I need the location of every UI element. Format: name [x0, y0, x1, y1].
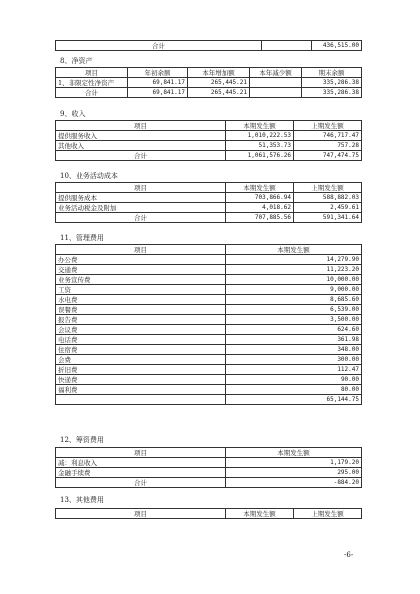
table-row: 金融手续费 295.00	[56, 468, 362, 478]
table-row: 快递费 90.00	[56, 375, 362, 385]
section-title-12: 12、筹资费用	[60, 436, 104, 444]
table-row: 业务活动税金及附加 4,018.62 2,459.61	[56, 203, 362, 213]
income-table	[55, 120, 362, 161]
table-row: 合计 69,841.17 265,445.21 335,286.38	[56, 88, 362, 98]
table-header-row: 项目 本期发生额 上期发生额	[56, 121, 362, 131]
admin-expense-table	[55, 244, 362, 405]
table-row: 办公费 14,279.90	[56, 255, 362, 265]
section-title-8: 8、净资产	[60, 57, 93, 65]
table-row: 合计 707,885.56 591,341.64	[56, 213, 362, 223]
table-row: 交通费 11,223.20	[56, 265, 362, 275]
table-row: 折旧费 112.47	[56, 365, 362, 375]
other-expense-table	[55, 508, 362, 519]
section-title-13: 13、其他费用	[60, 496, 104, 504]
prev-total-table	[55, 40, 362, 51]
table-row: 误餐费 6,539.00	[56, 305, 362, 315]
table-row: 水电费 8,685.60	[56, 295, 362, 305]
table-header-row: 项目 本期发生额	[56, 245, 362, 255]
total-label: 合计	[56, 41, 262, 51]
table-row: 住宿费 348.00	[56, 345, 362, 355]
total-value: 436,515.00	[312, 41, 362, 51]
table-row: 报告费 3,500.00	[56, 315, 362, 325]
section-title-10: 10、业务活动成本	[60, 172, 118, 180]
table-row: 会费 300.00	[56, 355, 362, 365]
table-row: 业务宣传费 10,000.00	[56, 275, 362, 285]
table-row: 1、非限定性净资产 69,841.17 265,445.21 335,286.38	[56, 78, 362, 88]
table-row: 会议费 624.60	[56, 325, 362, 335]
table-row: 工资 9,000.00	[56, 285, 362, 295]
net-assets-table	[55, 67, 362, 98]
table-row: 提供服务成本 703,866.94 588,882.03	[56, 193, 362, 203]
table-row: 65,144.75	[56, 395, 362, 405]
table-header-row: 项目 本期发生额 上期发生额	[56, 183, 362, 193]
table-row: 电话费 361.98	[56, 335, 362, 345]
section-title-9: 9、收入	[60, 110, 86, 118]
table-row: 提供服务收入 1,010,222.53 746,717.47	[56, 131, 362, 141]
table-row: 其他收入 51,353.73 757.28	[56, 141, 362, 151]
table-row: 福利费 80.00	[56, 385, 362, 395]
table-row: 减：利息收入 1,179.20	[56, 458, 362, 468]
business-cost-table	[55, 182, 362, 223]
section-title-11: 11、管理费用	[60, 234, 104, 242]
table-header-row: 项目 年初余额 本年增加额 本年减少额 期末余额	[56, 68, 362, 78]
table-header-row: 项目 本期发生额 上期发生额	[56, 509, 362, 519]
table-row: 合计 -884.20	[56, 478, 362, 488]
table-row: 合计 1,061,576.26 747,474.75	[56, 151, 362, 161]
table-header-row: 项目 本期发生额	[56, 448, 362, 458]
financing-expense-table	[55, 447, 362, 488]
page-number: -6-	[344, 551, 354, 559]
table-row	[56, 41, 362, 51]
